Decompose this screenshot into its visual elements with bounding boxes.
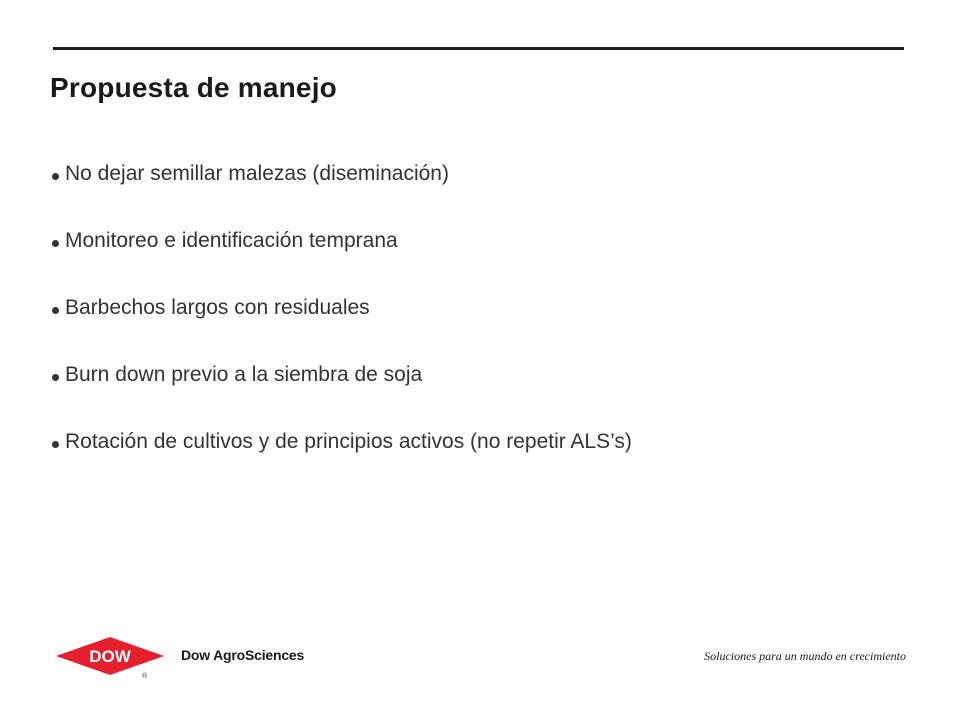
bullet-list (52, 152, 632, 487)
bullet-dot-icon (52, 307, 59, 314)
footer (0, 625, 960, 685)
list-item-text: Barbechos largos con residuales (65, 296, 370, 319)
dow-logo (54, 633, 166, 679)
list-item (52, 152, 632, 196)
registered-mark: ® (142, 673, 148, 679)
bullet-dot-icon (52, 441, 59, 448)
list-item-text: Burn down previo a la siembra de soja (65, 363, 423, 386)
page-title: Propuesta de manejo (50, 72, 337, 103)
bullet-dot-icon (52, 240, 59, 247)
list-item (52, 353, 632, 397)
list-item-text: Monitoreo e identificación temprana (65, 229, 398, 252)
list-item-text: Rotación de cultivos y de principios activos (no repetir ALS’s) (65, 430, 632, 453)
tagline: Soluciones para un mundo en crecimiento (704, 649, 906, 663)
title-divider (53, 47, 904, 50)
list-item (52, 286, 632, 330)
list-item (52, 420, 632, 464)
list-item (52, 219, 632, 263)
bullet-dot-icon (52, 173, 59, 180)
company-name: Dow AgroSciences (181, 647, 305, 663)
list-item-text: No dejar semillar malezas (diseminación) (65, 162, 449, 185)
bullet-dot-icon (52, 374, 59, 381)
dow-logo-text: DOW (89, 647, 131, 666)
